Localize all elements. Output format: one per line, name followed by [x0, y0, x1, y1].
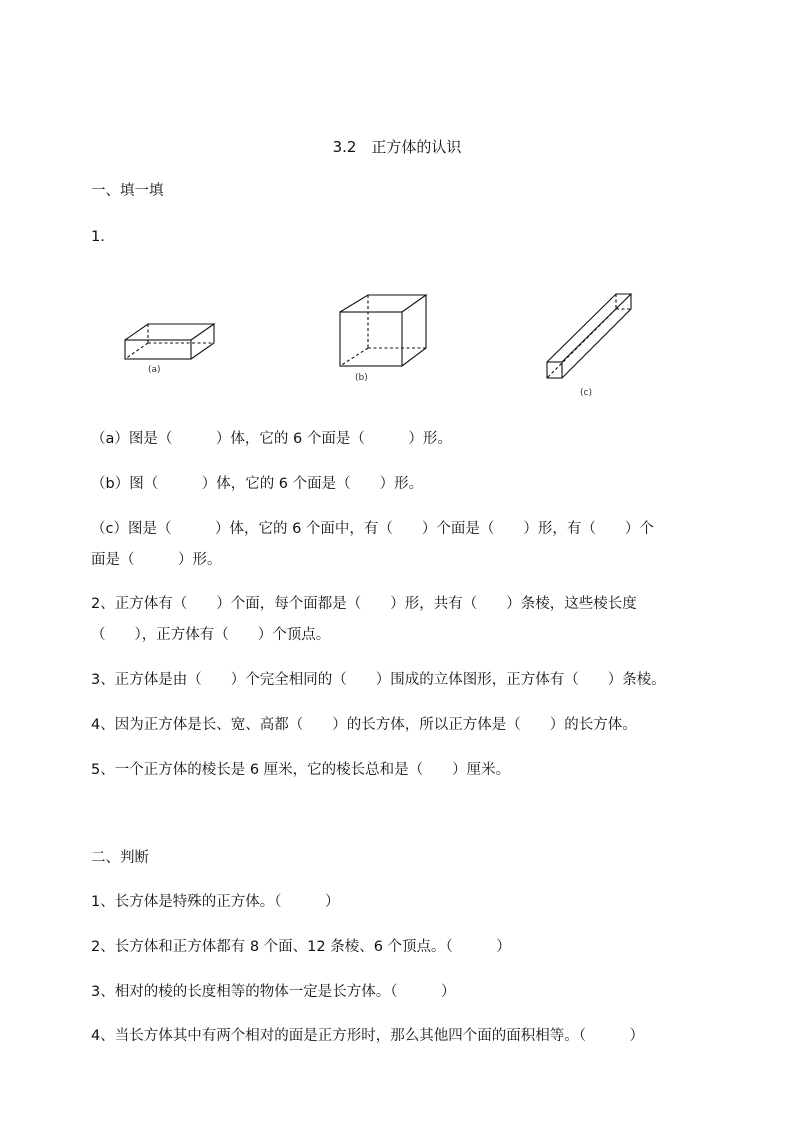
- question-1a: （a）图是（ ）体，它的 6 个面是（ ）形。: [91, 431, 452, 447]
- judge-item-1: 1、长方体是特殊的正方体。（ ）: [91, 894, 340, 910]
- figure-b-caption: (b): [355, 373, 368, 383]
- section-2-heading: 二、判断: [91, 850, 149, 866]
- question-5: 5、一个正方体的棱长是 6 厘米，它的棱长总和是（ ）厘米。: [91, 762, 511, 778]
- question-1b: （b）图（ ）体，它的 6 个面是（ ）形。: [91, 476, 424, 492]
- question-1-number: 1.: [91, 229, 105, 245]
- figure-c-caption: (c): [580, 388, 592, 398]
- question-2-line-2: （ ），正方体有（ ）个顶点。: [91, 627, 331, 643]
- question-3: 3、正方体是由（ ）个完全相同的（ ）围成的立体图形，正方体有（ ）条棱。: [91, 672, 666, 688]
- section-1-heading: 一、填一填: [91, 183, 164, 199]
- figure-c-prism: [540, 285, 640, 400]
- figure-a-caption: (a): [148, 365, 161, 375]
- judge-item-4: 4、当长方体其中有两个相对的面是正方形时，那么其他四个面的面积相等。（ ）: [91, 1028, 644, 1044]
- question-2-line-1: 2、正方体有（ ）个面，每个面都是（ ）形，共有（ ）条棱，这些棱长度: [91, 596, 637, 612]
- question-1c-line-1: （c）图是（ ）体，它的 6 个面中，有（ ）个面是（ ）形，有（ ）个: [91, 521, 654, 537]
- page-title: 3.2 正方体的认识: [332, 138, 462, 156]
- figure-b-right-face: [402, 295, 426, 366]
- figure-a-top-face: [125, 324, 214, 340]
- figure-b-top-face: [340, 295, 426, 312]
- figure-a-right-face: [191, 324, 214, 359]
- judge-item-2: 2、长方体和正方体都有 8 个面、12 条棱、6 个顶点。（ ）: [91, 939, 511, 955]
- judge-item-3: 3、相对的棱的长度相等的物体一定是长方体。（ ）: [91, 984, 456, 1000]
- figure-c-right-face: [562, 294, 631, 378]
- figure-a-cuboid: [118, 318, 223, 378]
- figure-c-top-face: [547, 294, 631, 362]
- question-4: 4、因为正方体是长、宽、高都（ ）的长方体，所以正方体是（ ）的长方体。: [91, 717, 637, 733]
- figure-b-cube: [330, 288, 435, 388]
- question-1c-line-2: 面是（ ）形。: [91, 552, 222, 568]
- figure-b-front-face: [340, 312, 402, 366]
